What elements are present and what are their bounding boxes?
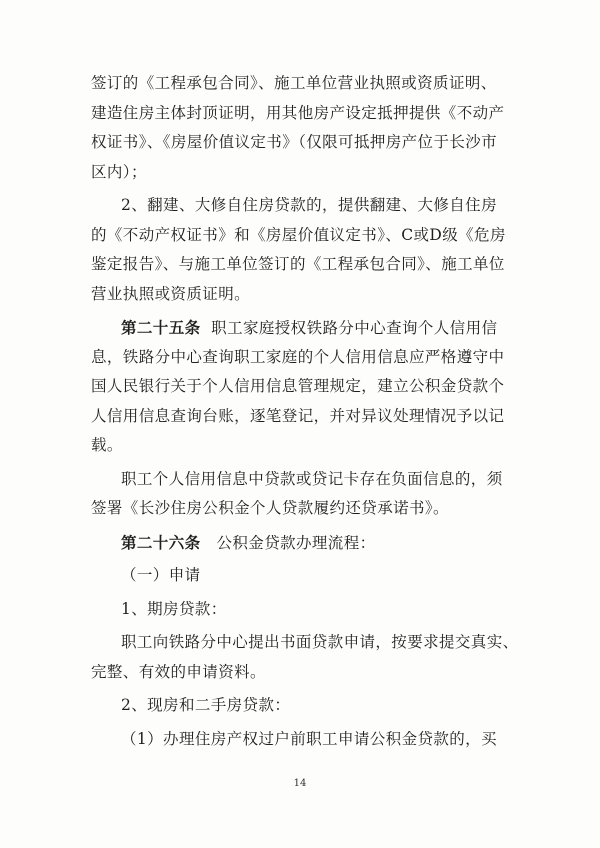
text-line: 的《不动产权证书》和《房屋价值议定书》、C或D级《危房 [91, 225, 506, 244]
text-line: 建造住房主体封顶证明，用其他房产设定抵押提供《不动产 [91, 103, 505, 122]
text-line: 区内）； [91, 162, 147, 181]
article-25-line [91, 313, 509, 343]
text-line: 国人民银行关于个人信用信息管理规定，建立公积金贷款个 [91, 377, 505, 395]
subsection-heading: 2、现房和二手房贷款： [121, 696, 291, 714]
text-line: 息，铁路分中心查询职工家庭的个人信用信息应严格遵守中 [91, 347, 505, 366]
text-line: 2、翻建、大修自住房贷款的，提供翻建、大修自住房 [121, 196, 497, 214]
text-line: 职工个人信用信息中贷款或贷记卡存在负面信息的，须 [121, 469, 503, 488]
page-number: 14 [293, 778, 307, 789]
article-26-line [91, 528, 509, 558]
text-line: 签订的《工程承包合同》、施工单位营业执照或资质证明、 [91, 74, 497, 92]
section-heading: （一）申请 [121, 566, 201, 584]
text-line: 职工家庭授权铁路分中心查询个人信用信 [211, 319, 498, 337]
text-line: 营业执照或资质证明。 [91, 284, 251, 303]
text-line: 载。 [91, 436, 123, 454]
subsection-heading: 1、期房贷款： [121, 599, 227, 618]
article-heading: 第二十六条 [121, 532, 201, 552]
text-line: 人信用信息查询台账，逐笔登记，并对异议处理情况予以记 [91, 406, 505, 425]
text-line: 权证书》、《房屋价值议定书》（仅限可抵押房产位于长沙市 [91, 133, 498, 151]
text-line: 公积金贷款办理流程： [216, 533, 376, 552]
text-line: （1）办理住房产权过户前职工申请公积金贷款的，买 [121, 729, 497, 748]
article-heading: 第二十五条 [121, 318, 201, 337]
text-line: 鉴定报告》、与施工单位签订的《工程承包合同》、施工单位 [91, 255, 505, 273]
text-line: 签署《长沙住房公积金个人贷款履约还贷承诺书》。 [91, 499, 449, 517]
text-line: 职工向铁路分中心提出书面贷款申请，按要求提交真实、 [121, 633, 519, 651]
document-body [91, 69, 519, 754]
text-line: 完整、有效的申请资料。 [91, 662, 266, 681]
